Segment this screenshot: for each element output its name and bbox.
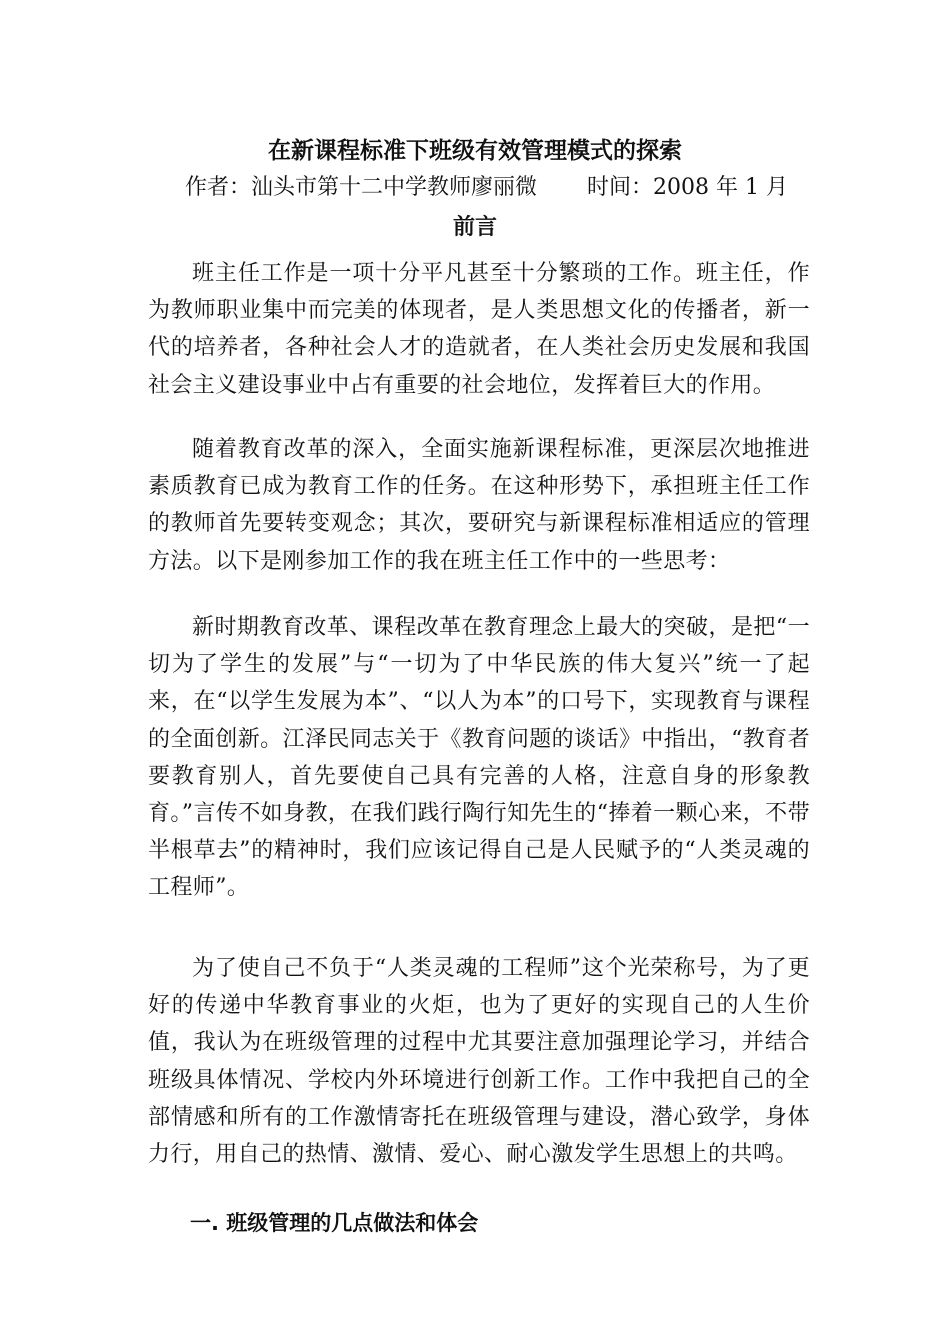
date-line: 时间：2008 年 1 月 xyxy=(587,175,788,200)
body-paragraph: 新时期教育改革、课程改革在教育理念上最大的突破，是把“一切为了学生的发展”与“一切为了中华民族的伟大复兴”统一了起来，在“以学生发展为本”、“以人为本”的口号下，实现教育与课程的全面创新。江泽民同志关于《教育问题的谈话》中指出，“教育者要教育别人，首先要使自己具有完善的人格，注意自身的形象教育。”言传不如身教，在我们践行陶行知先生的“捧着一颗心来，不带半根草去”的精神时，我们应该记得自己是人民赋予的“人类灵魂的工程师”。 xyxy=(148,615,810,901)
section-heading: 一. 班级管理的几点做法和体会 xyxy=(190,1211,479,1235)
author-line: 作者：汕头市第十二中学教师廖丽微 xyxy=(185,175,538,200)
body-paragraph: 为了使自己不负于“人类灵魂的工程师”这个光荣称号，为了更好的传递中华教育事业的火炬，也为了更好的实现自己的人生价值，我认为在班级管理的过程中尤其要注意加强理论学习，并结合班级具体情况、学校内外环境进行创新工作。工作中我把自己的全部情感和所有的工作激情寄托在班级管理与建设，潜心致学，身体力行，用自己的热情、激情、爱心、耐心激发学生思想上的共鸣。 xyxy=(148,956,810,1168)
byline xyxy=(185,171,885,205)
body-paragraph: 班主任工作是一项十分平凡甚至十分繁琐的工作。班主任，作为教师职业集中而完美的体现者，是人类思想文化的传播者，新一代的培养者，各种社会人才的造就者，在人类社会历史发展和我国社会主义建设事业中占有重要的社会地位，发挥着巨大的作用。 xyxy=(148,261,810,398)
body-paragraph: 随着教育改革的深入，全面实施新课程标准，更深层次地推进素质教育已成为教育工作的任务。在这种形势下，承担班主任工作的教师首先要转变观念；其次，要研究与新课程标准相适应的管理方法。以下是刚参加工作的我在班主任工作中的一些思考： xyxy=(148,437,810,574)
document-title: 在新课程标准下班级有效管理模式的探索 xyxy=(268,138,682,164)
preface-heading: 前言 xyxy=(452,215,497,240)
